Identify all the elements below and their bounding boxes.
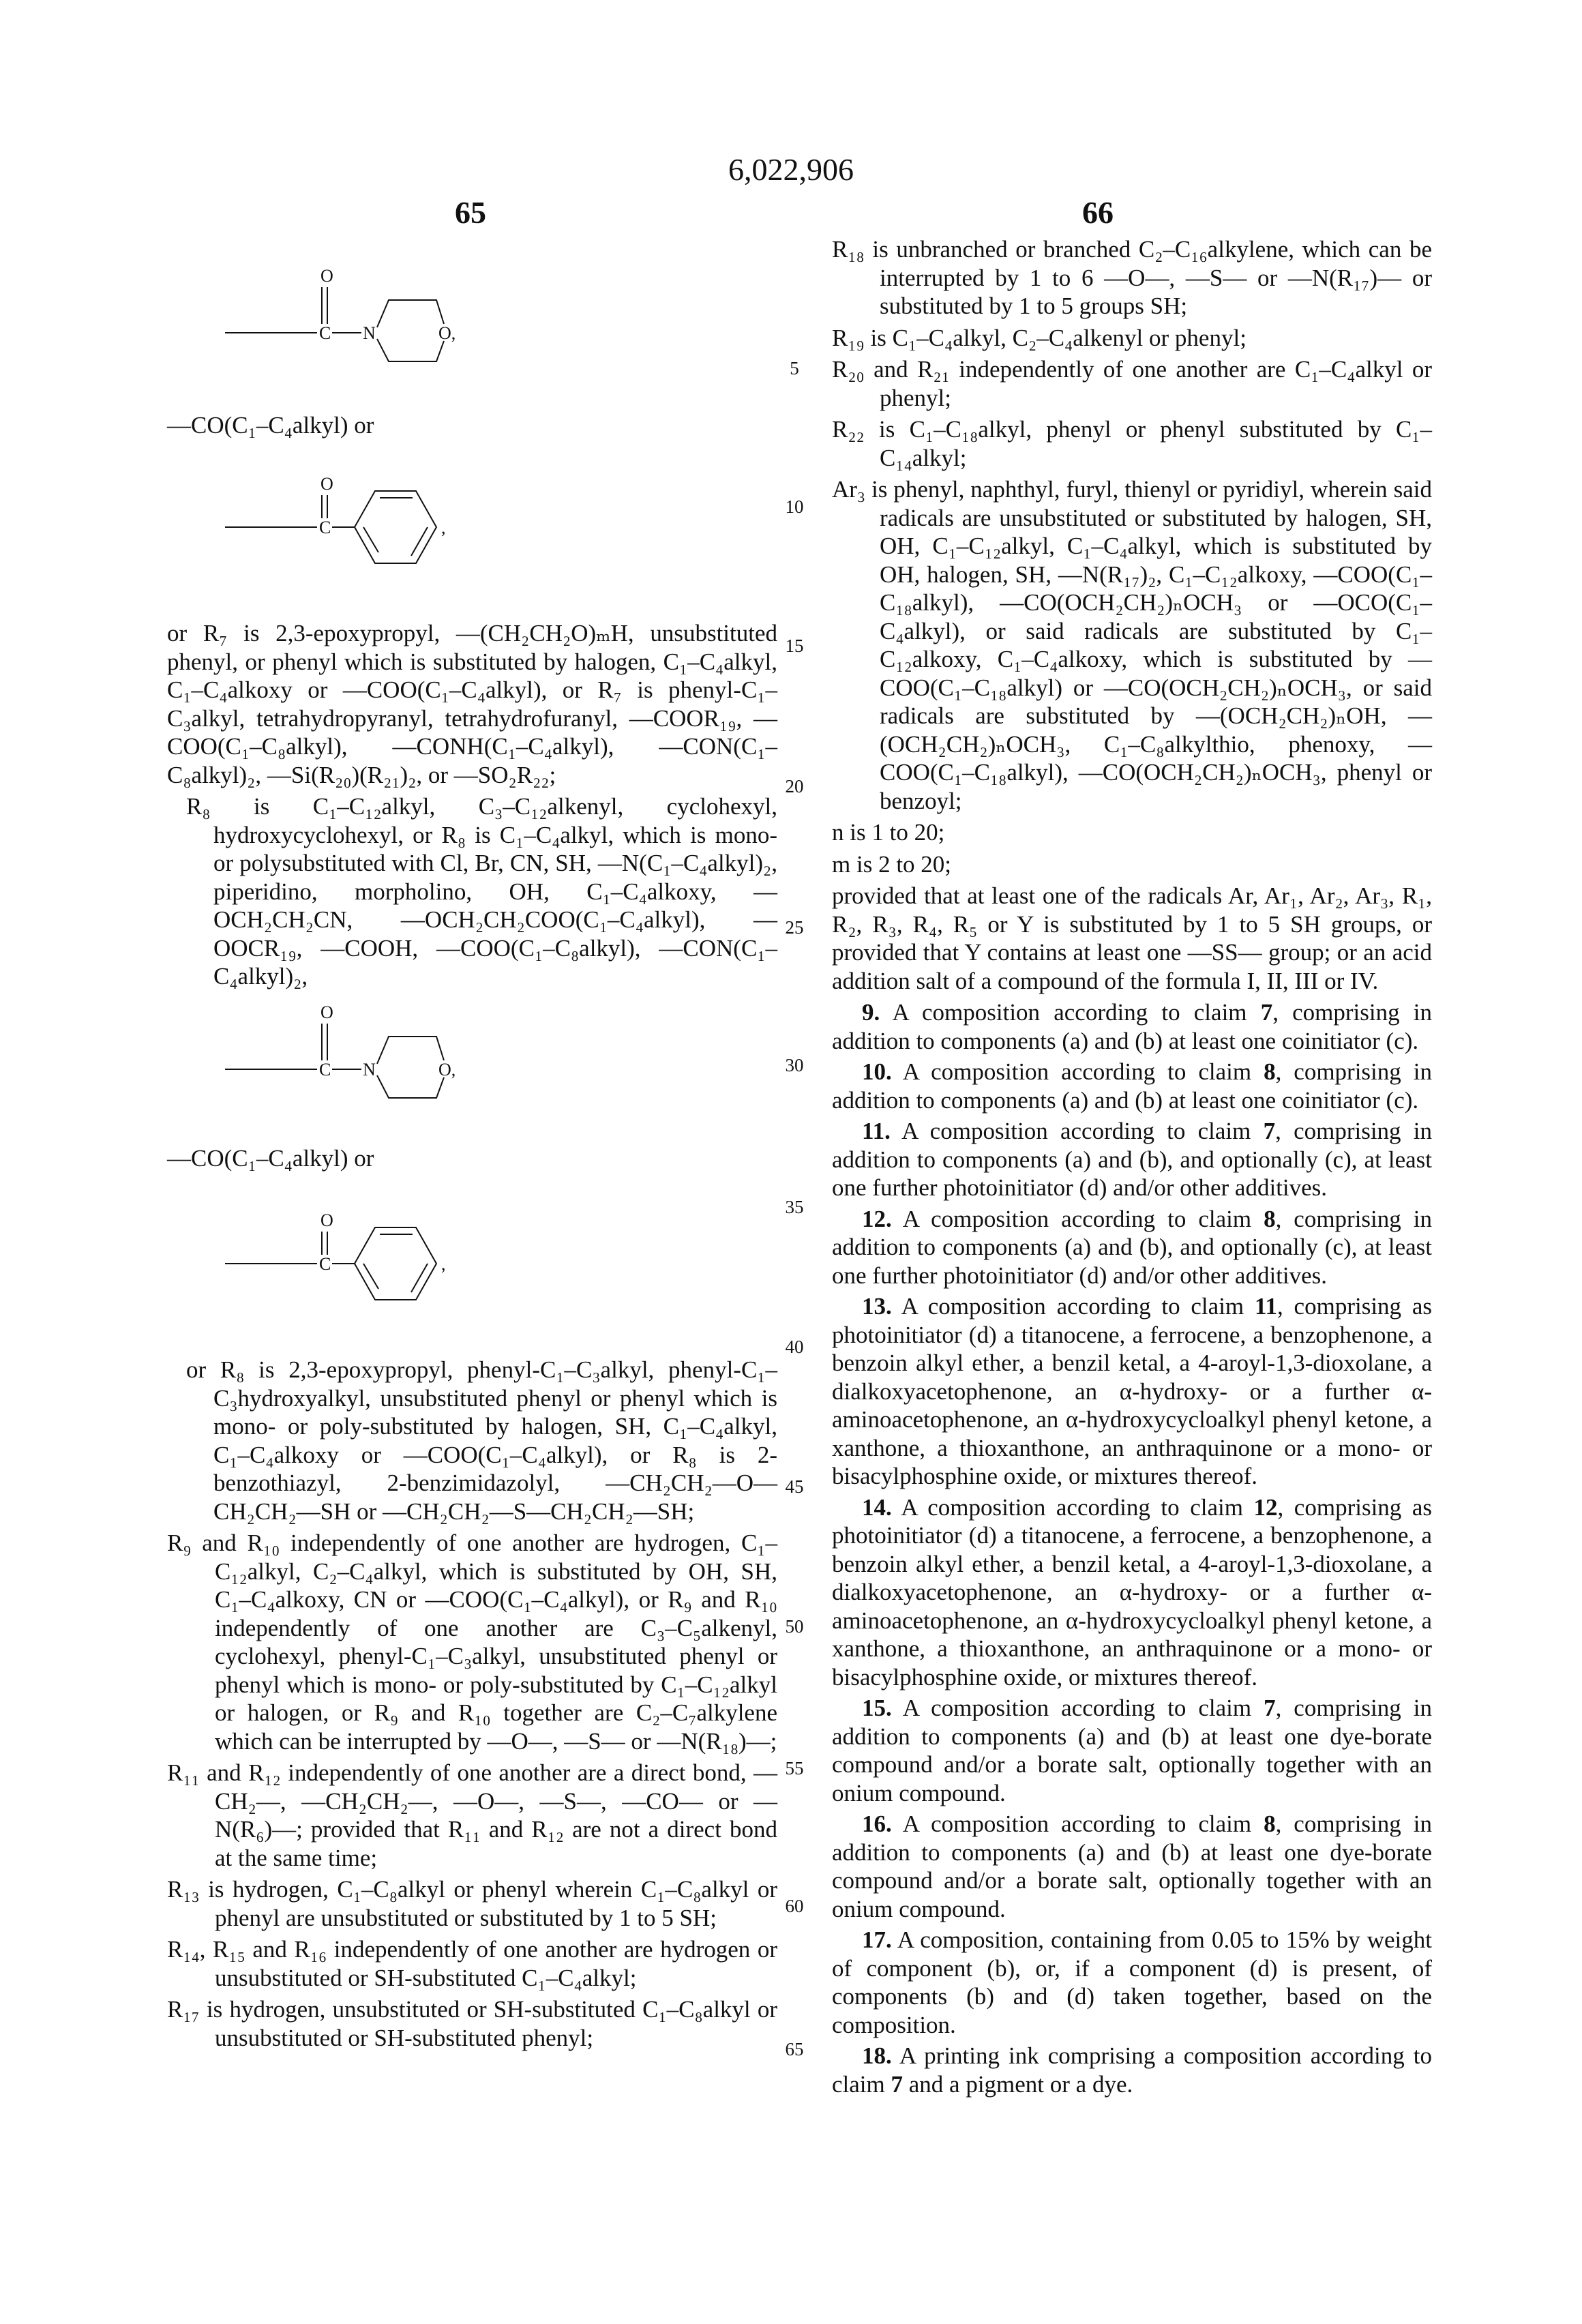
r7-definition: or R₇ is 2,3-epoxypropyl, —(CH₂CH₂O)ₘH, unsubstituted phenyl, or phenyl which is substituted by halogen, C₁–C₄alkyl, C₁–C₄alkoxy or —COO(C₁–C₄alkyl), or R₇ is phenyl-C₁–C₃alkyl, tetrahydropyranyl, tetrahydrofuranyl, —COOR₁₉, —COO(C₁–C₈alkyl), —CONH(C₁–C₄alkyl), —CON(C₁–C₈alkyl)₂, —Si(R₂₀)(R₂₁)₂, or —SO₂R₂₂;: [167, 619, 777, 789]
svg-text:O,: O,: [438, 1060, 456, 1079]
morpholine-carbonyl-structure: [222, 263, 447, 365]
claims-list: [832, 998, 1432, 2098]
claim-text: A composition, containing from 0.05 to 15% by weight of component (b), or, if a component (d) is present, of components (b) and (d) taken together, based on the composition.: [832, 1926, 1432, 2038]
svg-text:C: C: [319, 518, 331, 537]
m-definition: m is 2 to 20;: [832, 850, 1432, 879]
line-number: 40: [777, 1337, 811, 1358]
claim-reference: 7: [1264, 1695, 1276, 1721]
alt-acyl-text-2: —CO(C₁–C₄alkyl) or: [167, 1144, 374, 1173]
r17-definition: R₁₇ is hydrogen, unsubstituted or SH-substituted C₁–C₈alkyl or unsubstituted or SH-substituted phenyl;: [167, 1995, 777, 2052]
claim-number: 13.: [862, 1293, 892, 1320]
r13-definition: R₁₃ is hydrogen, C₁–C₈alkyl or phenyl wherein C₁–C₈alkyl or phenyl are unsubstituted or substituted by 1 to 5 SH;: [167, 1875, 777, 1932]
left-column: [167, 0, 777, 2324]
claim-reference: 7: [1261, 999, 1273, 1026]
line-number: 15: [777, 636, 811, 657]
svg-text:C: C: [319, 323, 331, 343]
claim-number: 12.: [862, 1206, 892, 1232]
claim-number: 17.: [862, 1926, 892, 1953]
claim-reference: 7: [1264, 1118, 1276, 1144]
line-number: 25: [777, 917, 811, 938]
patent-number: 6,022,906: [0, 151, 1582, 188]
claim-9: [832, 998, 1432, 1055]
claim-reference: 11: [1255, 1293, 1277, 1320]
line-number: 5: [777, 358, 811, 379]
claim-text: A composition according to claim: [891, 1118, 1264, 1144]
claim-text-end: , comprising in addition to components (a) and (b) at least one dye-borate compound and/or a borate salt, optionally together with an onium compound.: [832, 1695, 1432, 1806]
claim-number: 14.: [862, 1494, 892, 1521]
claim-number: 11.: [862, 1118, 891, 1144]
claim-10: [832, 1058, 1432, 1114]
r11-r12-definition: R₁₁ and R₁₂ independently of one another are a direct bond, —CH₂—, —CH₂CH₂—, —O—, —S—, —CO— or —N(R₆)—; provided that R₁₁ and R₁₂ are not a direct bond at the same time;: [167, 1759, 777, 1872]
line-number: 65: [777, 2039, 811, 2060]
claim-text-end: , comprising in addition to components (a) and (b), and optionally (c), at least one further photoinitiator (d) and/or other additives.: [832, 1118, 1432, 1201]
claim-18: [832, 2042, 1432, 2098]
claim-reference: 12: [1254, 1494, 1278, 1521]
column-number-left: 65: [402, 194, 539, 230]
svg-text:O: O: [320, 1002, 333, 1022]
claim-text: A composition according to claim: [892, 1293, 1255, 1320]
svg-text:,: ,: [441, 518, 446, 537]
line-number: 30: [777, 1055, 811, 1076]
benzoyl-structure: [222, 471, 467, 566]
right-column: [832, 235, 1432, 2101]
claim-number: 18.: [862, 2042, 892, 2069]
svg-text:N: N: [363, 323, 376, 343]
claim-text: A composition according to claim: [892, 1811, 1264, 1837]
claim-text-end: , comprising in addition to components (a) and (b) at least one dye-borate compound and/or a borate salt, optionally together with an onium compound.: [832, 1811, 1432, 1922]
svg-text:O: O: [320, 266, 333, 286]
claim-text: A composition according to claim: [892, 1695, 1264, 1721]
claim-13: [832, 1292, 1432, 1491]
line-number: 55: [777, 1758, 811, 1779]
svg-text:,: ,: [441, 1254, 446, 1274]
claim-reference: 8: [1264, 1058, 1276, 1085]
claim-16: [832, 1810, 1432, 1923]
claim-text-end: , comprising in addition to components (a) and (b) at least one coinitiator (c).: [832, 999, 1432, 1054]
claim-reference: 8: [1264, 1811, 1276, 1837]
benzoyl-structure-2: [222, 1207, 467, 1302]
claim-11: [832, 1117, 1432, 1202]
claim-text-end: , comprising in addition to components (a) and (b), and optionally (c), at least one further photoinitiator (d) and/or other additives.: [832, 1206, 1432, 1289]
proviso-text: provided that at least one of the radicals Ar, Ar₁, Ar₂, Ar₃, R₁, R₂, R₃, R₄, R₅ or Y is substituted by 1 to 5 SH groups, or provided that Y contains at least one —SS— group; or an acid addition salt of a compound of the formula I, II, III or IV.: [832, 882, 1432, 995]
claim-number: 15.: [862, 1695, 892, 1721]
claim-text-end: , comprising in addition to components (a) and (b) at least one coinitiator (c).: [832, 1058, 1432, 1114]
svg-text:C: C: [319, 1060, 331, 1079]
claim-12: [832, 1205, 1432, 1290]
r8-definition: R₈ is C₁–C₁₂alkyl, C₃–C₁₂alkenyl, cyclohexyl, hydroxycyclohexyl, or R₈ is C₁–C₄alkyl, which is mono- or polysubstituted with Cl, Br, CN, SH, —N(C₁–C₄alkyl)₂, piperidino, morpholino, OH, C₁–C₄alkoxy, —OCH₂CH₂CN, —OCH₂CH₂COO(C₁–C₄alkyl), —OOCR₁₉, —COOH, —COO(C₁–C₈alkyl), —CON(C₁–C₄alkyl)₂,: [167, 792, 777, 991]
svg-text:C: C: [319, 1254, 331, 1274]
r8-alternative-definition: or R₈ is 2,3-epoxypropyl, phenyl-C₁–C₃alkyl, phenyl-C₁–C₃hydroxyalkyl, unsubstituted phenyl or phenyl which is mono- or poly-substituted by halogen, SH, C₁–C₄alkyl, C₁–C₄alkoxy or —COO(C₁–C₄alkyl), or R₈ is 2-benzothiazyl, 2-benzimidazolyl, —CH₂CH₂—O—CH₂CH₂—SH or —CH₂CH₂—S—CH₂CH₂—SH;: [167, 1356, 777, 1525]
line-number: 10: [777, 496, 811, 518]
line-number: 60: [777, 1896, 811, 1917]
line-number: 45: [777, 1476, 811, 1498]
claim-text: A composition according to claim: [892, 1058, 1264, 1085]
claim-14: [832, 1493, 1432, 1692]
claim-text: A composition according to claim: [892, 1206, 1264, 1232]
morpholine-carbonyl-structure-2: [222, 999, 447, 1101]
column-number-right: 66: [1030, 194, 1166, 230]
svg-text:O: O: [320, 1210, 333, 1230]
claim-number: 10.: [862, 1058, 892, 1085]
alt-acyl-text-1: —CO(C₁–C₄alkyl) or: [167, 411, 374, 440]
r20-r21-definition: R₂₀ and R₂₁ independently of one another are C₁–C₄alkyl or phenyl;: [832, 355, 1432, 412]
claim-text-end: , comprising as photoinitiator (d) a titanocene, a ferrocene, a benzophenone, a benzoin alkyl ether, a benzil ketal, a 4-aroyl-1,3-dioxolane, a dialkoxyacetophenone, an α-hydroxy- or a further α-aminoacetophenone, an α-hydroxycycloalkyl phenyl ketone, a xanthone, a thioxanthone, an anthraquinone or a mono- or bisacylphosphine oxide, or mixtures thereof.: [832, 1494, 1432, 1690]
claim-text: A printing ink comprising a composition according to claim: [832, 2042, 1432, 2098]
claim-17: [832, 1926, 1432, 2039]
ar3-definition: Ar₃ is phenyl, naphthyl, furyl, thienyl or pyridiyl, wherein said radicals are unsubstituted or substituted by halogen, SH, OH, C₁–C₁₂alkyl, C₁–C₄alkyl, which is substituted by OH, halogen, SH, —N(R₁₇)₂, C₁–C₁₂alkoxy, —COO(C₁–C₁₈alkyl), —CO(OCH₂CH₂)ₙOCH₃ or —OCO(C₁–C₄alkyl), or said radicals are substituted by C₁–C₁₂alkoxy, C₁–C₄alkoxy, which is substituted by —COO(C₁–C₁₈alkyl) or —CO(OCH₂CH₂)ₙOCH₃, or said radicals are substituted by —(OCH₂CH₂)ₙOH, —(OCH₂CH₂)ₙOCH₃, C₁–C₈alkylthio, phenoxy, —COO(C₁–C₁₈alkyl), —CO(OCH₂CH₂)ₙOCH₃, phenyl or benzoyl;: [832, 475, 1432, 815]
claim-reference: 8: [1264, 1206, 1276, 1232]
line-number: 35: [777, 1197, 811, 1218]
r22-definition: R₂₂ is C₁–C₁₈alkyl, phenyl or phenyl substituted by C₁–C₁₄alkyl;: [832, 415, 1432, 472]
n-definition: n is 1 to 20;: [832, 818, 1432, 847]
claim-15: [832, 1694, 1432, 1807]
claim-text: A composition according to claim: [880, 999, 1260, 1026]
svg-text:N: N: [363, 1060, 376, 1079]
claim-text-end: , comprising as photoinitiator (d) a titanocene, a ferrocene, a benzophenone, a benzoin alkyl ether, a benzil ketal, a 4-aroyl-1,3-dioxolane, a dialkoxyacetophenone, an α-hydroxy- or a further α-aminoacetophenone, an α-hydroxycycloalkyl phenyl ketone, a xanthone, a thioxanthone, an anthraquinone or a mono- or bisacylphosphine oxide, or mixtures thereof.: [832, 1293, 1432, 1489]
claim-text: A composition according to claim: [892, 1494, 1254, 1521]
line-number: 20: [777, 776, 811, 797]
svg-text:O,: O,: [438, 323, 456, 343]
r9-r10-definition: R₉ and R₁₀ independently of one another are hydrogen, C₁–C₁₂alkyl, C₂–C₄alkyl, which is substituted by OH, SH, C₁–C₄alkoxy, CN or —COO(C₁–C₄alkyl), or R₉ and R₁₀ independently of one another are C₃–C₅alkenyl, cyclohexyl, phenyl-C₁–C₃alkyl, unsubstituted phenyl or phenyl which is mono- or poly-substituted by C₁–C₁₂alkyl or halogen, or R₉ and R₁₀ together are C₂–C₇alkylene which can be interrupted by —O—, —S— or —N(R₁₈)—;: [167, 1529, 777, 1755]
claim-text-end: and a pigment or a dye.: [903, 2071, 1133, 2098]
r14-r16-definition: R₁₄, R₁₅ and R₁₆ independently of one another are hydrogen or unsubstituted or SH-substituted C₁–C₄alkyl;: [167, 1935, 777, 1992]
r18-definition: R₁₈ is unbranched or branched C₂–C₁₆alkylene, which can be interrupted by 1 to 6 —O—, —S— or —N(R₁₇)— or substituted by 1 to 5 groups SH;: [832, 235, 1432, 321]
line-number: 50: [777, 1616, 811, 1637]
claim-number: 9.: [862, 999, 880, 1026]
claim-reference: 7: [891, 2071, 904, 2098]
r19-definition: R₁₉ is C₁–C₄alkyl, C₂–C₄alkenyl or phenyl;: [832, 324, 1432, 353]
claim-number: 16.: [862, 1811, 892, 1837]
svg-text:O: O: [320, 474, 333, 494]
